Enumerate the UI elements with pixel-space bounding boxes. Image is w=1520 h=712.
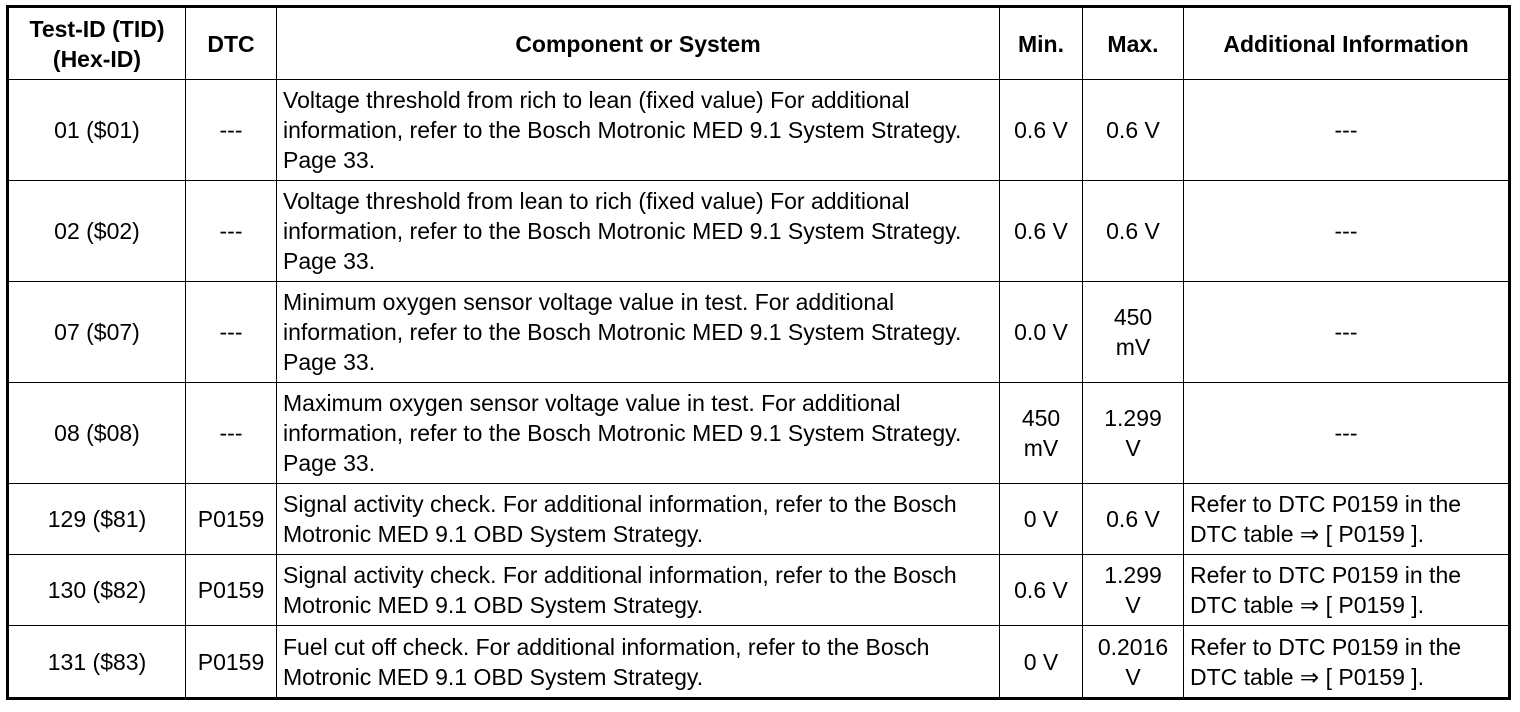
header-tid: Test-ID (TID) (Hex-ID) [8,7,186,80]
cell-info: --- [1184,282,1510,383]
header-min: Min. [1000,7,1083,80]
cell-component: Fuel cut off check. For additional information, refer to the Bosch Motronic MED 9.1 OBD System Strategy. [277,626,1000,699]
cell-dtc: P0159 [186,555,277,626]
header-dtc: DTC [186,7,277,80]
cell-info: --- [1184,383,1510,484]
table-row [8,383,1510,484]
cell-dtc: P0159 [186,484,277,555]
cell-component: Voltage threshold from lean to rich (fixed value) For additional information, refer to the Bosch Motronic MED 9.1 System Strategy. Page 33. [277,181,1000,282]
document-page [6,5,1511,700]
cell-tid: 130 ($82) [8,555,186,626]
cell-max: 0.2016 V [1083,626,1184,699]
cell-max: 450 mV [1083,282,1184,383]
cell-max: 0.6 V [1083,484,1184,555]
cell-min: 0.6 V [1000,80,1083,181]
cell-tid: 131 ($83) [8,626,186,699]
test-id-table [6,5,1511,700]
cell-component: Signal activity check. For additional information, refer to the Bosch Motronic MED 9.1 OBD System Strategy. [277,484,1000,555]
cell-component: Voltage threshold from rich to lean (fixed value) For additional information, refer to the Bosch Motronic MED 9.1 System Strategy. Page 33. [277,80,1000,181]
cell-dtc: --- [186,181,277,282]
table-row [8,282,1510,383]
cell-min: 0 V [1000,626,1083,699]
cell-min: 0.0 V [1000,282,1083,383]
table-row [8,626,1510,699]
cell-tid: 01 ($01) [8,80,186,181]
cell-max: 1.299 V [1083,555,1184,626]
cell-dtc: --- [186,383,277,484]
header-row [8,7,1510,80]
cell-info: Refer to DTC P0159 in the DTC table ⇒ [ P0159 ]. [1184,555,1510,626]
cell-info: Refer to DTC P0159 in the DTC table ⇒ [ P0159 ]. [1184,626,1510,699]
cell-tid: 02 ($02) [8,181,186,282]
table-row [8,80,1510,181]
cell-tid: 07 ($07) [8,282,186,383]
cell-min: 0 V [1000,484,1083,555]
cell-info: --- [1184,80,1510,181]
cell-max: 0.6 V [1083,181,1184,282]
cell-tid: 129 ($81) [8,484,186,555]
header-info: Additional Information [1184,7,1510,80]
cell-min: 450 mV [1000,383,1083,484]
cell-info: Refer to DTC P0159 in the DTC table ⇒ [ P0159 ]. [1184,484,1510,555]
cell-max: 1.299 V [1083,383,1184,484]
cell-info: --- [1184,181,1510,282]
cell-component: Minimum oxygen sensor voltage value in test. For additional information, refer to the Bosch Motronic MED 9.1 System Strategy. Page 33. [277,282,1000,383]
cell-dtc: P0159 [186,626,277,699]
cell-component: Maximum oxygen sensor voltage value in test. For additional information, refer to the Bosch Motronic MED 9.1 System Strategy. Page 33. [277,383,1000,484]
cell-min: 0.6 V [1000,181,1083,282]
cell-component: Signal activity check. For additional information, refer to the Bosch Motronic MED 9.1 OBD System Strategy. [277,555,1000,626]
cell-tid: 08 ($08) [8,383,186,484]
header-component: Component or System [277,7,1000,80]
cell-dtc: --- [186,282,277,383]
cell-max: 0.6 V [1083,80,1184,181]
table-row [8,484,1510,555]
cell-dtc: --- [186,80,277,181]
cell-min: 0.6 V [1000,555,1083,626]
table-row [8,181,1510,282]
table-row [8,555,1510,626]
header-max: Max. [1083,7,1184,80]
